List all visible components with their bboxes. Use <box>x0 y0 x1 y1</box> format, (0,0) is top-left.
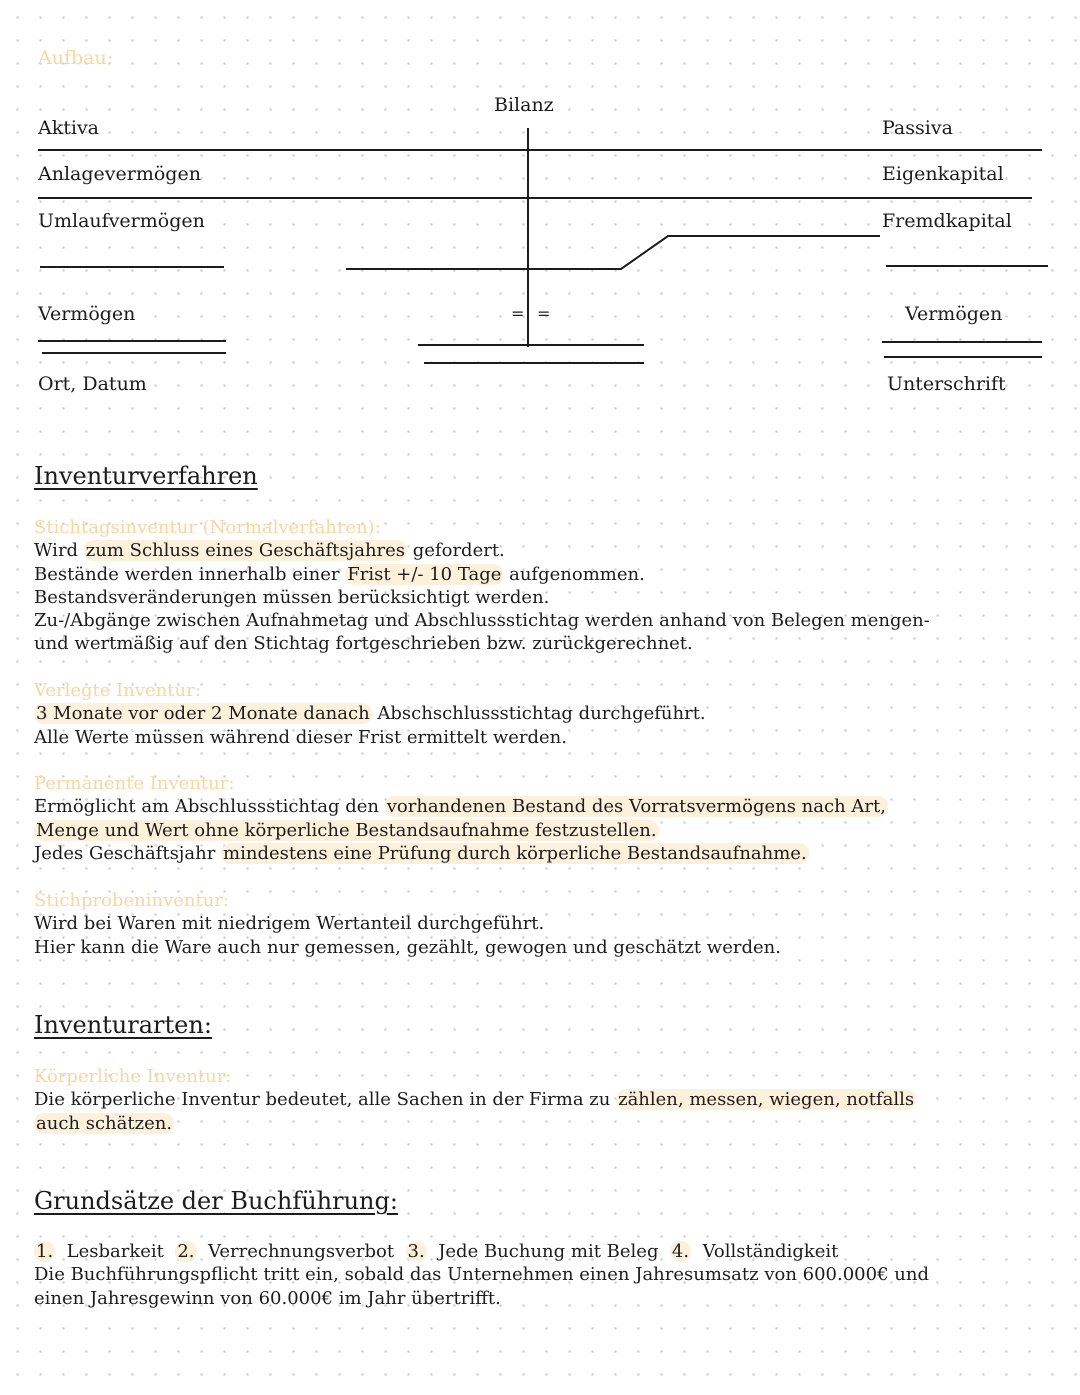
highlight: auch schätzen. <box>36 1112 173 1134</box>
verlegt-line-2: Alle Werte müssen während dieser Frist ermittelt werden. <box>34 726 567 748</box>
inventurarten-heading: Inventurarten: <box>34 1011 212 1039</box>
stichprobe-line-1: Wird bei Waren mit niedrigem Wertanteil durchgeführt. <box>34 913 545 935</box>
highlight: Menge und Wert ohne körperliche Bestandsaufnahme festzustellen. <box>36 819 657 841</box>
highlight: mindestens eine Prüfung durch körperliche Bestandsaufnahme. <box>223 842 807 864</box>
highlight: 3 Monate vor oder 2 Monate danach <box>36 703 370 725</box>
list-number: 3. <box>407 1241 425 1262</box>
equal-sign-right: = <box>537 304 551 323</box>
aufbau-label: Aufbau: <box>38 47 114 69</box>
unterschrift-label: Unterschrift <box>887 373 1006 395</box>
balance-sheet-diagram <box>0 0 1080 420</box>
vermoegen-right-label: Vermögen <box>905 303 1003 325</box>
list-item: Vollständigkeit <box>702 1241 839 1262</box>
fremdkapital-label: Fremdkapital <box>882 210 1012 232</box>
verlegte-inventur-section <box>34 679 706 749</box>
stichtag-line-3: Bestandsveränderungen müssen berücksichtigt werden. <box>34 586 550 608</box>
balance-lines <box>0 0 1080 420</box>
koerperlich-line-1: Die körperliche Inventur bedeutet, alle Sachen in der Firma zu zählen, messen, wiegen, notfalls <box>34 1089 915 1111</box>
stichtag-line-2: Bestände werden innerhalb einer Frist +/- 10 Tage aufgenommen. <box>34 563 645 585</box>
verlegte-inventur-label: Verlegte Inventur: <box>34 680 201 701</box>
list-number: 1. <box>36 1241 54 1262</box>
stichtagsinventur-label: Stichtagsinventur (Normalverfahren): <box>34 517 381 538</box>
passiva-label: Passiva <box>882 117 953 139</box>
list-number: 4. <box>671 1241 690 1262</box>
permanent-line-3: Jedes Geschäftsjahr mindestens eine Prüfung durch körperliche Bestandsaufnahme. <box>34 842 807 864</box>
umlaufvermoegen-label: Umlaufvermögen <box>38 210 205 232</box>
permanent-line-1: Ermöglicht am Abschlussstichtag den vorhandenen Bestand des Vorratsvermögens nach Art, <box>34 796 886 818</box>
highlight: Frist +/- 10 Tage <box>347 563 502 585</box>
stichprobe-line-2: Hier kann die Ware auch nur gemessen, gezählt, gewogen und geschätzt werden. <box>34 936 781 958</box>
bilanz-title: Bilanz <box>494 94 554 116</box>
grundsaetze-list <box>34 1240 929 1263</box>
list-number: 2. <box>177 1241 195 1262</box>
permanente-inventur-section <box>34 772 888 865</box>
permanent-line-2 <box>34 819 888 842</box>
grundsaetze-line-2: Die Buchführungspflicht tritt ein, sobald das Unternehmen einen Jahresumsatz von 600.000€ und <box>34 1264 929 1286</box>
grundsaetze-section <box>34 1240 929 1310</box>
stichtagsinventur-section <box>34 516 930 656</box>
aktiva-label: Aktiva <box>38 117 100 139</box>
highlight: zählen, messen, wiegen, notfalls <box>618 1089 915 1111</box>
stichtag-line-1: Wird zum Schluss eines Geschäftsjahres gefordert. <box>34 540 505 562</box>
grundsaetze-line-3: einen Jahresgewinn von 60.000€ im Jahr übertrifft. <box>34 1287 501 1309</box>
verlegt-line-1: 3 Monate vor oder 2 Monate danach Abschschlussstichtag durchgeführt. <box>36 703 706 725</box>
highlight: vorhandenen Bestand des Vorratsvermögens nach Art, <box>386 796 886 818</box>
anlagevermoegen-label: Anlagevermögen <box>38 163 201 185</box>
koerperlich-line-2 <box>34 1112 916 1135</box>
list-item: Jede Buchung mit Beleg <box>438 1241 659 1262</box>
vermoegen-left-label: Vermögen <box>38 303 136 325</box>
list-item: Verrechnungsverbot <box>208 1241 395 1262</box>
buchhalternase-line <box>346 236 880 269</box>
koerperliche-inventur-label: Körperliche Inventur: <box>34 1066 232 1087</box>
ort-datum-label: Ort, Datum <box>38 373 147 395</box>
inventurverfahren-heading: Inventurverfahren <box>34 462 258 490</box>
koerperliche-inventur-section <box>34 1065 916 1135</box>
eigenkapital-label: Eigenkapital <box>882 163 1004 185</box>
list-item: Lesbarkeit <box>66 1241 164 1262</box>
highlight: zum Schluss eines Geschäftsjahres <box>85 540 406 562</box>
permanente-inventur-label: Permanente Inventur: <box>34 773 235 794</box>
stichtag-line-5: und wertmäßig auf den Stichtag fortgeschrieben bzw. zurückgerechnet. <box>34 633 693 655</box>
stichtag-line-4: Zu-/Abgänge zwischen Aufnahmetag und Abschlussstichtag werden anhand von Belegen mengen- <box>34 610 930 632</box>
grundsaetze-heading: Grundsätze der Buchführung: <box>34 1187 398 1215</box>
stichprobeninventur-section <box>34 889 781 959</box>
stichprobeninventur-label: Stichprobeninventur: <box>34 890 229 911</box>
equal-sign-left: = <box>511 304 525 323</box>
